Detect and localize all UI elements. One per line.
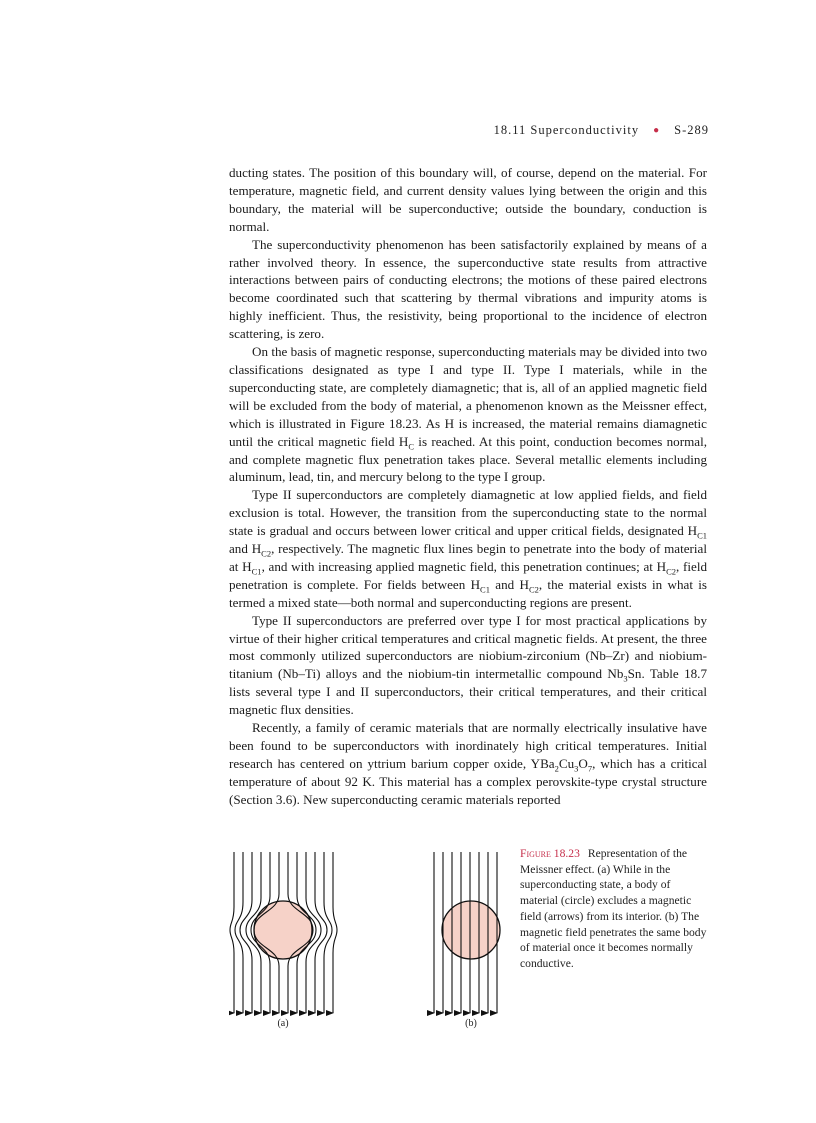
page-number: S-289 bbox=[674, 123, 709, 137]
field-line bbox=[324, 852, 332, 1013]
text-run: Recently, a family of ceramic materials that are normally electrically insulative have been found to be superconductors with inordinately high critical temperatures. Initial research has centered on yttrium barium copper oxide, YBa bbox=[229, 720, 707, 771]
text-run: Sn. Table 18.7 lists several type I and II superconductors, their critical temperatures, and their critical magnetic flux densities. bbox=[229, 666, 708, 718]
panel-a-label: (a) bbox=[277, 1018, 289, 1029]
field-line bbox=[235, 852, 243, 1013]
field-line bbox=[333, 852, 337, 1013]
figure-18-23 bbox=[229, 838, 707, 1038]
text-run: , field penetration is complete. For fields between H bbox=[229, 558, 708, 592]
bullet-icon: ● bbox=[653, 125, 661, 136]
subscript: C2 bbox=[666, 566, 677, 577]
body-text bbox=[229, 164, 707, 809]
text-run: , respectively. The magnetic flux lines begin to penetrate into the body of material at H bbox=[229, 541, 708, 574]
panel-a-diagram bbox=[230, 852, 337, 1013]
text-run: , which has a critical temperature of about 92 K. This material has a complex perovskite-type crystal structure (Section 3.6). New superconducting ceramic materials reported bbox=[229, 755, 707, 807]
subscript: C bbox=[408, 441, 414, 452]
text-run: , and with increasing applied magnetic field, this penetration continues; at H bbox=[261, 558, 667, 574]
caption-text: Representation of the Meissner effect. (a) While in the superconducting state, a body of material (circle) excludes a magnetic field (arrows) from its interior. (b) The magnetic field penetrates the same body of material once it becomes normally conductive. bbox=[520, 847, 707, 970]
superconducting-body bbox=[254, 901, 312, 959]
paragraph-4 bbox=[229, 486, 707, 611]
subscript: 7 bbox=[587, 763, 593, 774]
figure-label: Figure 18.23 bbox=[520, 847, 580, 860]
meissner-diagram bbox=[229, 838, 514, 1018]
paragraph-2: The superconductivity phenomenon has been satisfactorily explained by means of a rather involved theory. In essence, the superconductive state results from attractive interactions between pairs of conducting electrons; the motions of these paired electrons become coordinated such that scattering by thermal vibrations and impurity atoms is highly inefficient. Thus, the resistivity, being proportional to the incidence of electron scattering, is zero. bbox=[229, 236, 707, 342]
text-run: and H bbox=[489, 576, 529, 592]
text-run: and H bbox=[229, 541, 262, 557]
subscript: 3 bbox=[623, 673, 628, 684]
panel-b-label: (b) bbox=[465, 1018, 477, 1029]
normal-body bbox=[442, 901, 500, 959]
text-run: O bbox=[578, 755, 588, 771]
figure-caption bbox=[520, 846, 710, 972]
running-head bbox=[494, 123, 709, 138]
paragraph-5 bbox=[229, 612, 707, 719]
text-run: Type II superconductors are completely diamagnetic at low applied fields, and field exclusion is total. However, the transition from the superconducting state to the normal state is gradual and occurs between lower critical and upper critical fields, designated H bbox=[229, 487, 707, 539]
subscript: 2 bbox=[554, 763, 559, 774]
subscript: C1 bbox=[480, 584, 490, 595]
subscript: C2 bbox=[261, 548, 272, 559]
paragraph-6 bbox=[229, 719, 707, 809]
paragraph-3 bbox=[229, 343, 707, 486]
subscript: 3 bbox=[574, 763, 579, 774]
panel-b-diagram bbox=[434, 852, 500, 1013]
text-run: , the material exists in what is termed a mixed state—both normal and superconducting regions are present. bbox=[229, 576, 708, 610]
subscript: C1 bbox=[251, 566, 262, 577]
text-run: On the basis of magnetic response, superconducting materials may be divided into two classifications designated as type I and type II. Type I materials, while in the superconducting state, are completely diamagnetic; that is, all of an applied magnetic field will be excluded from the body of material, a phenomenon known as the Meissner effect, which is illustrated in Figure 18.23. As H is increased, the material remains diamagnetic until the critical magnetic field H bbox=[229, 344, 707, 449]
subscript: C1 bbox=[697, 530, 707, 541]
subscript: C2 bbox=[528, 584, 539, 595]
text-run: is reached. At this point, conduction becomes normal, and complete magnetic flux penetration takes place. Several metallic elements including aluminum, lead, tin, and mercury belong to the type I group. bbox=[229, 433, 707, 485]
paragraph-1: ducting states. The position of this boundary will, of course, depend on the material. For temperature, magnetic field, and current density values lying between the origin and this boundary, the material will be superconductive; outside the boundary, conduction is normal. bbox=[229, 165, 707, 234]
section-title: 18.11 Superconductivity bbox=[493, 123, 640, 137]
field-line bbox=[230, 852, 234, 1013]
text-run: Cu bbox=[558, 755, 575, 771]
text-run: Type II superconductors are preferred over type I for most practical applications by virtue of their higher critical temperatures and critical magnetic fields. At present, the three most commonly utilized superconductors are niobium-zirconium (Nb–Zr) and niobium-titanium (Nb–Ti) alloys and the niobium-tin intermetallic compound Nb bbox=[229, 612, 707, 682]
